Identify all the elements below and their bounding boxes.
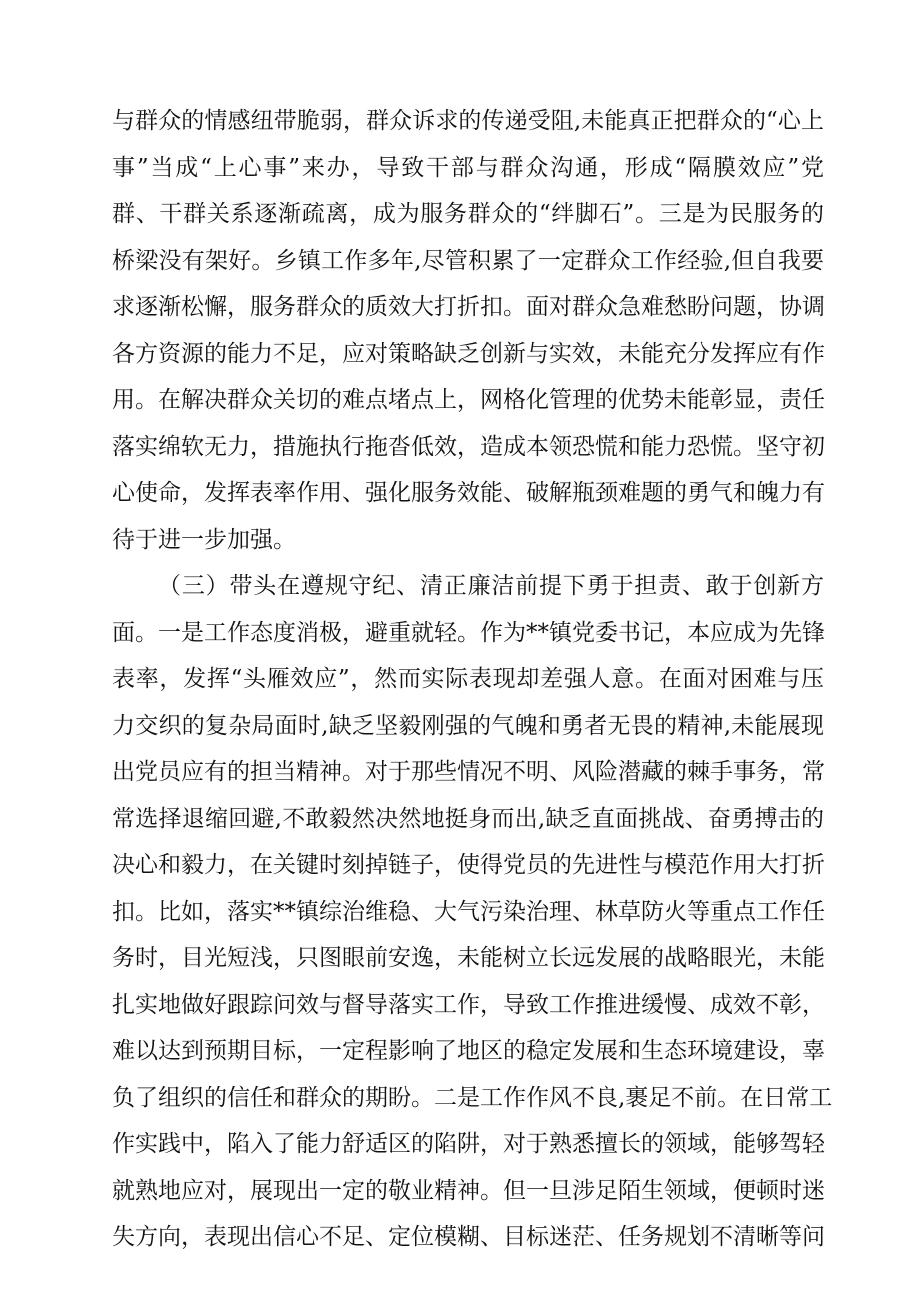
text-line: 心使命，发挥表率作用、强化服务效能、破解瓶颈难题的勇气和魄力有 — [112, 480, 825, 506]
text-line: 群、干群关系逐渐疏离，成为服务群众的“绊脚石”。三是为民服务的 — [112, 201, 824, 227]
text-line: 常选择退缩回避,不敢毅然决然地挺身而出,缺乏直面挑战、奋勇搏击的 — [112, 805, 824, 832]
text-line: 与群众的情感纽带脆弱，群众诉求的传递受阻,未能真正把群众的“心上 — [112, 108, 824, 134]
text-line: 务时，目光短浅，只图眼前安逸，未能树立长远发展的战略眼光，未能 — [112, 945, 825, 971]
text-line: 用。在解决群众关切的难点堵点上，网格化管理的优势未能彰显，责任 — [112, 387, 825, 413]
text-line: 失方向，表现出信心不足、定位模糊、目标迷茫、任务规划不清晰等问 — [112, 1224, 825, 1250]
text-line: 作实践中，陷入了能力舒适区的陷阱，对于熟悉擅长的领域，能够驾轻 — [112, 1131, 825, 1157]
paragraph-1 — [112, 98, 824, 563]
text-line: 决心和毅力，在关键时刻掉链子，使得党员的先进性与模范作用大打折 — [112, 852, 825, 878]
text-line: 求逐渐松懈，服务群众的质效大打折扣。面对群众急难愁盼问题，协调 — [112, 294, 825, 320]
text-line: 负了组织的信任和群众的期盼。二是工作作风不良,裹足不前。在日常工 — [112, 1084, 833, 1111]
text-line: 出党员应有的担当精神。对于那些情况不明、风险潜藏的棘手事务，常 — [112, 759, 825, 785]
text-line: 面。一是工作态度消极，避重就轻。作为**镇党委书记，本应成为先锋 — [112, 619, 825, 646]
text-line: 落实绵软无力，措施执行拖沓低效，造成本领恐慌和能力恐慌。坚守初 — [112, 433, 825, 460]
text-line: 难以达到预期目标，一定程影响了地区的稳定发展和生态环境建设，辜 — [112, 1038, 825, 1064]
paragraph-2 — [112, 563, 833, 1261]
text-line: 扎实地做好跟踪问效与督导落实工作，导致工作推进缓慢、成效不彰， — [112, 991, 825, 1018]
section-heading-line: （三）带头在遵规守纪、清正廉洁前提下勇于担责、敢于创新方 — [158, 573, 824, 599]
text-line: 扣。比如，落实**镇综治维稳、大气污染治理、林草防火等重点工作任 — [112, 898, 825, 925]
document-body — [112, 98, 833, 1261]
text-line: 力交织的复杂局面时,缺乏坚毅刚强的气魄和勇者无畏的精神,未能展现 — [112, 712, 824, 739]
text-line: 待于进一步加强。 — [112, 526, 296, 553]
text-line: 就熟地应对，展现出一定的敬业精神。但一旦涉足陌生领域，便顿时迷 — [112, 1177, 825, 1204]
text-line: 各方资源的能力不足，应对策略缺乏创新与实效，未能充分发挥应有作 — [112, 340, 825, 367]
text-line: 表率，发挥“头雁效应”，然而实际表现却差强人意。在面对困难与压 — [112, 666, 824, 692]
text-line: 事”当成“上心事”来办，导致干部与群众沟通，形成“隔膜效应”党 — [112, 154, 824, 181]
text-line: 桥梁没有架好。乡镇工作多年,尽管积累了一定群众工作经验,但自我要 — [112, 247, 824, 274]
